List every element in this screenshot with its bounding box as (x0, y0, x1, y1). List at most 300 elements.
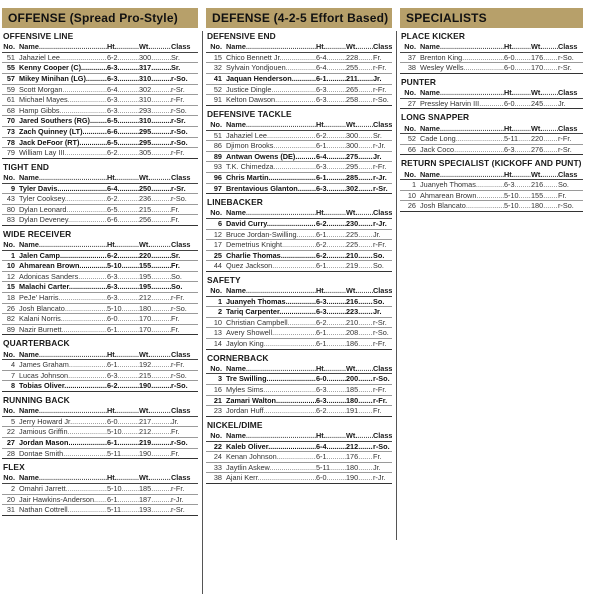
leader-dots (542, 124, 558, 133)
jersey-number: 73 (2, 126, 19, 137)
player-class: Fr. (171, 215, 198, 226)
roster-table (2, 406, 198, 459)
leader-dots (292, 74, 316, 83)
column-header: OFFENSE (Spread Pro-Style) (2, 8, 198, 28)
player-weight: 265 ..... (346, 84, 373, 95)
player-name: Justice Dingle ..... (226, 84, 316, 95)
player-height: 6-3 ..... (316, 395, 346, 406)
player-class: Fr. (171, 204, 198, 215)
player-name: Jack Coco ..... (420, 144, 504, 155)
player-height: 5-10 ..... (504, 201, 531, 212)
player-class: So. (373, 250, 392, 261)
leader-dots (358, 131, 373, 140)
leader-dots (515, 63, 531, 72)
column-label-no: No. (206, 42, 226, 52)
player-name: Jordan Huff ..... (226, 406, 316, 417)
player-name: Dylan Leonard ..... (19, 204, 107, 215)
player-row (206, 473, 392, 484)
leader-dots (151, 282, 171, 291)
leader-dots (151, 205, 171, 214)
section-place-kicker (400, 31, 583, 74)
leader-dots (327, 173, 346, 182)
player-weight: 300 ..... (346, 130, 373, 141)
leader-dots (295, 152, 316, 161)
leader-dots (118, 371, 139, 380)
leader-dots (68, 371, 107, 380)
player-weight: 300 ..... (139, 52, 171, 63)
player-weight: 195 ..... (139, 282, 171, 293)
player-height: 6-1 ..... (316, 261, 346, 272)
leader-dots (327, 374, 346, 383)
player-name: Cade Long ..... (420, 134, 504, 145)
jersey-number: 52 (206, 84, 226, 95)
leader-dots (60, 251, 107, 260)
player-weight: 236 ..... (139, 194, 171, 205)
leader-dots (117, 240, 139, 249)
player-weight: 155 ..... (531, 190, 558, 201)
jersey-number: 20 (2, 494, 19, 505)
player-row (2, 95, 198, 106)
player-row (206, 151, 392, 162)
player-class: r-Fr. (171, 293, 198, 304)
player-name: Myles Sims ..... (226, 385, 316, 396)
player-weight: 216 ..... (531, 180, 558, 191)
player-height: 6-2 ..... (316, 240, 346, 251)
player-weight: 211 ..... (346, 73, 373, 84)
player-weight: 187 ..... (139, 494, 171, 505)
player-class: r-Sr. (373, 183, 392, 194)
player-height: 6-5 ..... (107, 204, 139, 215)
player-name: Omahri Jarrett ..... (19, 484, 107, 495)
roster-table (206, 120, 392, 194)
leader-dots (358, 374, 373, 383)
leader-dots (66, 205, 107, 214)
player-name: Tyler Cooksey ..... (19, 194, 107, 205)
leader-dots (326, 286, 346, 295)
player-weight: 170 ..... (531, 63, 558, 74)
leader-dots (327, 406, 346, 415)
player-name: Zamari Walton ..... (226, 395, 316, 406)
column-label-wt: Wt. ..... (139, 349, 171, 359)
jersey-number: 1 (2, 250, 19, 261)
player-class: r-Sr. (558, 63, 583, 74)
player-class: Sr. (171, 63, 198, 74)
player-row (206, 374, 392, 385)
leader-dots (272, 328, 316, 337)
leader-dots (358, 152, 373, 161)
column-label-name: Name ..... (226, 42, 316, 52)
leader-dots (69, 282, 107, 291)
leader-dots (358, 261, 373, 270)
player-weight: 185 ..... (139, 484, 171, 495)
leader-dots (151, 74, 171, 83)
player-weight: 212 ..... (139, 293, 171, 304)
player-height: 6-0 ..... (107, 416, 139, 427)
leader-dots (151, 184, 171, 193)
leader-dots (267, 219, 316, 228)
leader-dots (151, 116, 171, 125)
table-header-row (2, 173, 198, 183)
player-weight: 295 ..... (139, 126, 171, 137)
leader-dots (358, 184, 373, 193)
jersey-number: 44 (206, 261, 226, 272)
leader-dots (298, 184, 316, 193)
column-label-ht: Ht. ..... (107, 349, 139, 359)
leader-dots (118, 74, 139, 83)
roster-table (2, 349, 198, 392)
column-label-name: Name ..... (19, 406, 107, 416)
leader-dots (68, 427, 107, 436)
player-class: Fr. (171, 324, 198, 335)
player-height: 6-4 ..... (316, 63, 346, 74)
section-cornerback (206, 353, 392, 417)
column-label-cl: Class (558, 123, 583, 133)
leader-dots (286, 297, 316, 306)
player-name: Chris Martin ..... (226, 172, 316, 183)
player-name: Josh Blancato ..... (420, 201, 504, 212)
column-label-name: Name ..... (226, 120, 316, 130)
player-weight: 230 ..... (346, 218, 373, 229)
leader-dots (358, 318, 373, 327)
leader-dots (454, 145, 504, 154)
column-label-ht: Ht. ..... (504, 42, 531, 52)
player-height: 6-4 ..... (316, 151, 346, 162)
player-row (2, 84, 198, 95)
leader-dots (64, 381, 107, 390)
leader-dots (151, 304, 171, 313)
player-height: 6-3 ..... (316, 162, 346, 173)
player-row (206, 317, 392, 328)
player-row (400, 63, 583, 74)
roster-table (206, 208, 392, 272)
player-weight: 180 ..... (139, 303, 171, 314)
player-height: 6-2 ..... (316, 317, 346, 328)
leader-dots (83, 127, 107, 136)
section-running-back (2, 395, 198, 459)
player-row (206, 441, 392, 452)
section-title: RUNNING BACK (3, 395, 70, 406)
column-label-cl: Class (373, 119, 392, 129)
leader-dots (327, 261, 346, 270)
player-weight: 305 ..... (139, 148, 171, 159)
player-class: r-Fr. (558, 134, 583, 145)
leader-dots (60, 53, 107, 62)
column-label-no: No. (400, 169, 420, 179)
player-name: Antwan Owens (DE) ..... (226, 151, 316, 162)
player-row (2, 360, 198, 371)
table-header-row (206, 42, 392, 52)
roster-table (400, 169, 583, 212)
player-row (206, 95, 392, 106)
leader-dots (151, 484, 171, 493)
leader-dots (151, 215, 171, 224)
player-name: Zach Quinney (LT) ..... (19, 126, 107, 137)
leader-dots (271, 85, 316, 94)
player-row (206, 406, 392, 417)
jersey-number: 9 (2, 183, 19, 194)
section-title: FLEX (3, 462, 25, 473)
jersey-number: 24 (206, 452, 226, 463)
roster-table (400, 42, 583, 74)
column-defense (206, 8, 392, 484)
player-height: 6-1 ..... (107, 360, 139, 371)
player-name: Kaleb Oliver ..... (226, 441, 316, 452)
player-weight: 276 ..... (531, 144, 558, 155)
leader-dots (81, 63, 107, 72)
player-height: 6-1 ..... (107, 494, 139, 505)
column-label-wt: Wt. ..... (139, 473, 171, 483)
leader-dots (282, 240, 316, 249)
player-class: r-Jr. (373, 473, 392, 484)
column-label-name: Name ..... (226, 364, 316, 374)
leader-dots (118, 251, 139, 260)
player-class: Fr. (171, 314, 198, 325)
leader-dots (62, 325, 107, 334)
leader-dots (269, 463, 316, 472)
leader-dots (358, 230, 373, 239)
column-label-name: Name ..... (19, 173, 107, 183)
jersey-number: 15 (2, 282, 19, 293)
player-row (206, 84, 392, 95)
player-name: Quez Jackson ..... (226, 261, 316, 272)
player-class: r-So. (171, 126, 198, 137)
leader-dots (543, 134, 558, 143)
player-height: 6-2 ..... (107, 250, 139, 261)
player-row (206, 250, 392, 261)
player-row (2, 484, 198, 495)
leader-dots (327, 95, 346, 104)
player-name: Wesley Wells ..... (420, 63, 504, 74)
jersey-number: 1 (400, 180, 420, 191)
roster-table (206, 431, 392, 484)
column-label-cl: Class (171, 42, 198, 52)
leader-dots (117, 350, 139, 359)
jersey-number: 8 (2, 381, 19, 392)
jersey-number: 80 (2, 204, 19, 215)
player-height: 6-2 ..... (107, 381, 139, 392)
column-label-name: Name ..... (19, 349, 107, 359)
player-weight: 190 ..... (139, 381, 171, 392)
player-weight: 180 ..... (531, 201, 558, 212)
leader-dots (61, 314, 107, 323)
player-weight: 216 ..... (346, 296, 373, 307)
leader-dots (118, 215, 139, 224)
section-title: SAFETY (207, 274, 241, 285)
jersey-number: 31 (2, 505, 19, 516)
leader-dots (327, 74, 346, 83)
table-header-row (2, 473, 198, 483)
leader-dots (86, 74, 107, 83)
leader-dots (150, 173, 171, 182)
player-height: 6-0 ..... (504, 63, 531, 74)
player-height: 6-1 ..... (107, 438, 139, 449)
leader-dots (327, 131, 346, 140)
jersey-number: 97 (206, 183, 226, 194)
leader-dots (39, 42, 107, 51)
leader-dots (327, 452, 346, 461)
player-height: 6-0 ..... (316, 473, 346, 484)
leader-dots (330, 463, 346, 472)
leader-dots (358, 240, 373, 249)
player-height: 6-5 ..... (107, 137, 139, 148)
column-label-cl: Class (171, 349, 198, 359)
jersey-number: 10 (400, 190, 420, 201)
player-height: 6-0 ..... (504, 52, 531, 63)
leader-dots (118, 85, 139, 94)
player-class: Fr. (373, 452, 392, 463)
player-name: Demetrius Knight ..... (226, 240, 316, 251)
jersey-number: 7 (2, 370, 19, 381)
player-height: 6-3 ..... (316, 296, 346, 307)
leader-dots (59, 293, 107, 302)
player-weight: 228 ..... (346, 52, 373, 63)
player-class: Jr. (373, 151, 392, 162)
leader-dots (151, 293, 171, 302)
player-height: 6-1 ..... (316, 328, 346, 339)
leader-dots (246, 364, 316, 373)
column-label-ht: Ht. ..... (316, 120, 346, 130)
player-row (206, 261, 392, 272)
player-class: r-So. (373, 95, 392, 106)
player-weight: 212 ..... (346, 441, 373, 452)
section-title: LONG SNAPPER (401, 112, 470, 123)
player-class: r-Sr. (171, 116, 198, 127)
jersey-number: 68 (2, 105, 19, 116)
column-label-ht: Ht. ..... (107, 42, 139, 52)
leader-dots (326, 364, 346, 373)
column-label-name: Name ..... (420, 88, 504, 98)
leader-dots (327, 385, 346, 394)
leader-dots (281, 251, 316, 260)
leader-dots (151, 505, 171, 514)
leader-dots (440, 88, 504, 97)
leader-dots (151, 106, 171, 115)
leader-dots (39, 240, 107, 249)
player-weight: 275 ..... (346, 151, 373, 162)
leader-dots (118, 148, 139, 157)
column-label-no: No. (206, 208, 226, 218)
roster-table (2, 173, 198, 226)
leader-dots (358, 452, 373, 461)
player-class: So. (373, 296, 392, 307)
leader-dots (268, 442, 316, 451)
player-weight: 180 ..... (346, 462, 373, 473)
player-name: Jerry Howard Jr. ..... (19, 416, 107, 427)
section-title: PUNTER (401, 76, 437, 87)
player-height: 6-1 ..... (316, 452, 346, 463)
leader-dots (358, 85, 373, 94)
leader-dots (327, 442, 346, 451)
player-weight: 220 ..... (139, 250, 171, 261)
jersey-number: 21 (206, 395, 226, 406)
player-class: So. (171, 271, 198, 282)
leader-dots (327, 318, 346, 327)
jersey-number: 22 (206, 441, 226, 452)
leader-dots (151, 127, 171, 136)
column-label-name: Name ..... (19, 240, 107, 250)
roster-table (2, 473, 198, 516)
player-row (206, 162, 392, 173)
leader-dots (68, 438, 107, 447)
leader-dots (122, 304, 139, 313)
player-height: 6-0 ..... (504, 98, 531, 109)
jersey-number: 96 (206, 172, 226, 183)
player-weight: 300 ..... (346, 141, 373, 152)
column-label-no: No. (2, 173, 19, 183)
leader-dots (117, 42, 139, 51)
table-header-row (206, 431, 392, 441)
player-name: James Graham ..... (19, 360, 107, 371)
leader-dots (476, 180, 504, 189)
column-label-no: No. (400, 123, 420, 133)
player-name: Juanyeh Thomas ..... (226, 296, 316, 307)
leader-dots (117, 473, 139, 482)
player-height: 6-2 ..... (107, 194, 139, 205)
player-class: r-Jr. (373, 218, 392, 229)
leader-dots (246, 208, 316, 217)
player-name: Brenton King ..... (420, 52, 504, 63)
leader-dots (118, 116, 139, 125)
player-height: 6-4 ..... (107, 183, 139, 194)
player-height: 6-3 ..... (107, 95, 139, 106)
section-title: TIGHT END (3, 161, 50, 172)
player-class: Fr. (171, 427, 198, 438)
player-height: 6-2 ..... (107, 148, 139, 159)
leader-dots (543, 53, 558, 62)
column-label-ht: Ht. ..... (107, 240, 139, 250)
leader-dots (39, 350, 107, 359)
section-flex (2, 462, 198, 516)
player-height: 6-4 ..... (316, 441, 346, 452)
table-header-row (400, 88, 583, 98)
leader-dots (151, 63, 171, 72)
player-name: Malachi Carter ..... (19, 282, 107, 293)
player-row (206, 395, 392, 406)
player-class: r-So. (373, 328, 392, 339)
leader-dots (122, 427, 139, 436)
leader-dots (466, 201, 504, 210)
player-row (2, 194, 198, 205)
player-weight: 210 ..... (346, 250, 373, 261)
player-name: Tre Swilling ..... (226, 374, 316, 385)
jersey-number: 16 (206, 385, 226, 396)
player-row (2, 148, 198, 159)
leader-dots (462, 53, 504, 62)
jersey-number: 61 (2, 95, 19, 106)
player-class: r-So. (171, 303, 198, 314)
player-name: Chico Bennett Jr. ..... (226, 52, 316, 63)
leader-dots (151, 85, 171, 94)
player-height: 6-3 ..... (316, 307, 346, 318)
player-weight: 223 ..... (346, 307, 373, 318)
leader-dots (357, 42, 373, 51)
leader-dots (515, 99, 531, 108)
player-row (2, 303, 198, 314)
leader-dots (150, 406, 171, 415)
player-height: 6-3 ..... (504, 144, 531, 155)
leader-dots (68, 505, 107, 514)
leader-dots (118, 325, 139, 334)
player-row (400, 98, 583, 109)
leader-dots (121, 449, 139, 458)
section-punter (400, 77, 583, 109)
leader-dots (65, 304, 107, 313)
jersey-number: 23 (206, 406, 226, 417)
player-class: r-Fr. (171, 360, 198, 371)
leader-dots (440, 170, 504, 179)
column-label-wt: Wt. ..... (531, 169, 558, 179)
leader-dots (151, 53, 171, 62)
